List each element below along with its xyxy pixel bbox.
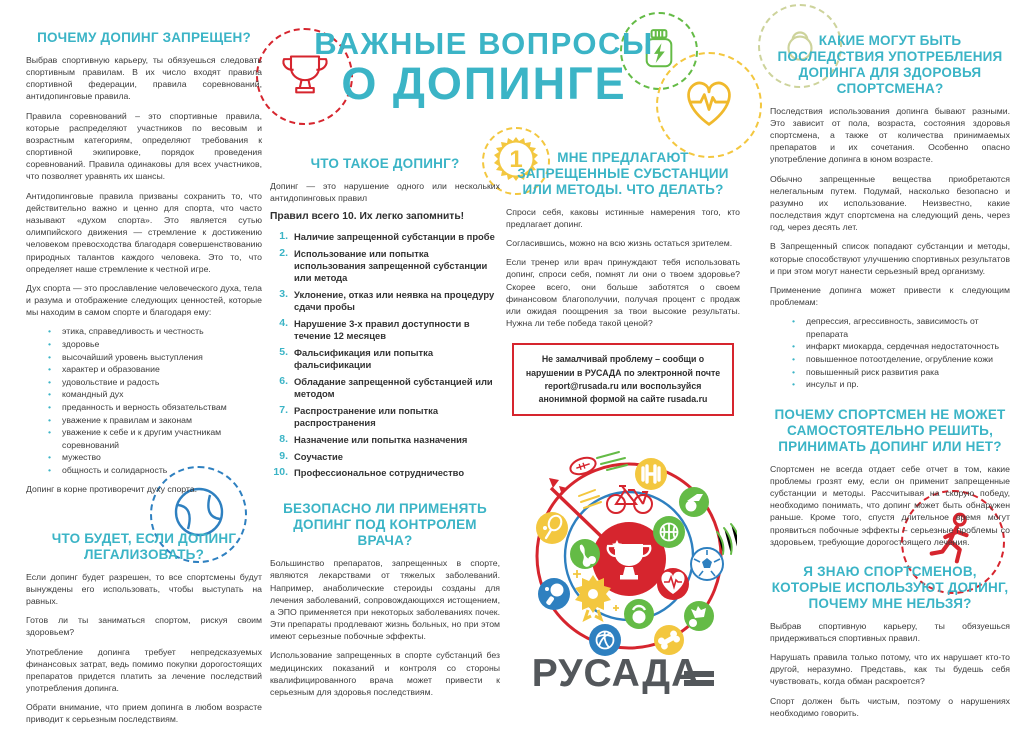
- paragraph: В Запрещенный список попадают субстанции и методы, которые способствуют улучшению спортивных результатов и при этом могут нанести серьезный вред организму.: [770, 241, 1010, 276]
- rule-number: 4.: [279, 317, 288, 330]
- rule-text: Соучастие: [294, 450, 344, 462]
- section-heading-consequences: КАКИЕ МОГУТ БЫТЬ ПОСЛЕДСТВИЯ УПОТРЕБЛЕНИЯ ДОПИНГА ДЛЯ ЗДОРОВЬЯ СПОРТСМЕНА?: [777, 33, 1003, 96]
- rule-number: 1.: [279, 230, 288, 243]
- paragraph: Использование запрещенных в спорте субстанций без медицинских показаний и контроля со стороны квалифицированного врача может привести к серьезным для здоровья последствиям.: [270, 650, 500, 697]
- conclusion-text: Допинг в корне противоречит духу спорта.: [26, 483, 198, 494]
- list-item: • высочайший уровень выступления: [48, 351, 262, 364]
- rule-item: [270, 433, 500, 446]
- rule-text: Назначение или попытка назначения: [294, 433, 468, 445]
- rule-text: Нарушение 3-х правил доступности в течение 12 месяцев: [294, 318, 470, 342]
- panel-why-banned: [26, 30, 262, 733]
- heart-pulse-small-icon: [657, 568, 689, 600]
- whistle-icon: [679, 487, 709, 517]
- paragraph: Антидопинговые правила призваны сохранить то, что действительно важно и ценно для спорта, что часто называют «духом спорта». Это является сутью олимпийского движения — стремление к достижению человеком превосходства благодаря совершенствованию природных талантов каждого человека. Это то, что определяет наше стремление к честной игре.: [26, 190, 262, 274]
- doping-rules-list: [270, 230, 500, 479]
- list-item: • командный дух: [48, 388, 262, 401]
- list-item: • повышенное потоотделение, огрубление кожи: [792, 353, 1010, 366]
- rule-text: Обладание запрещенной субстанцией или методом: [294, 375, 493, 400]
- rule-item: [270, 230, 500, 243]
- rule-number: 8.: [279, 432, 288, 445]
- bone-dumbbell-icon: [654, 625, 684, 655]
- panel-offered-doping: [506, 150, 740, 416]
- rule-number: 6.: [279, 374, 288, 387]
- paragraph: Допинг — это нарушение одного или нескольких антидопинговых правил: [270, 180, 500, 204]
- bicycle-icon: [607, 486, 652, 513]
- rule-text: Фальсификация или попытка фальсификации: [294, 347, 434, 371]
- rusada-logo: [506, 652, 740, 696]
- paragraph: Нарушать правила только потому, что их нарушает кто-то другой, неразумно. Представь, как ты будешь себя чувствовать, когда обман раскроется?: [770, 652, 1010, 687]
- list-item: • мужество: [48, 451, 262, 464]
- paragraph: Употребление допинга требует непредсказуемых финансовых затрат, ведь помимо покупки дорогостоящих препаратов придется платить за лечение последствий употребления допинга.: [26, 646, 262, 694]
- rule-item: [270, 288, 500, 313]
- dumbbell-icon: [635, 458, 667, 490]
- rule-item: [270, 346, 500, 371]
- rule-number: 10.: [273, 466, 288, 479]
- rule-number: 2.: [279, 246, 288, 259]
- paragraph: Спроси себя, каковы истинные намерения того, кто предлагает допинг.: [506, 206, 740, 229]
- section-heading-others-use: Я ЗНАЮ СПОРТСМЕНОВ, КОТОРЫЕ ИСПОЛЬЗУЮТ ДОПИНГ, ПОЧЕМУ МНЕ НЕЛЬЗЯ?: [771, 563, 1009, 611]
- rule-number: 3.: [279, 288, 288, 301]
- paragraph: Спорт должен быть чистым, поэтому о нарушениях необходимо говорить.: [770, 695, 1010, 718]
- poster-title-line2: О ДОПИНГЕ: [341, 58, 627, 109]
- rugby-ball-icon: [568, 455, 597, 477]
- section-heading-legalize: ЧТО БУДЕТ, ЕСЛИ ДОПИНГ ЛЕГАЛИЗОВАТЬ?: [51, 530, 237, 562]
- list-item: • инсульт и пр.: [792, 378, 1010, 391]
- rusada-logo-text: РУСАДА: [531, 652, 701, 695]
- list-item: • повышенный риск развития рака: [792, 366, 1010, 379]
- rules-subheading: Правил всего 10. Их легко запомнить!: [270, 211, 465, 223]
- poster-title-line1: ВАЖНЫЕ ВОПРОСЫ: [314, 26, 654, 61]
- rule-text: Уклонение, отказ или неявка на процедуру сдачи пробы: [294, 289, 495, 313]
- tennis-racket-icon: [536, 512, 568, 544]
- paragraph: Обрати внимание, что прием допинга в любом возрасте приводит к серьезным последствиям.: [26, 702, 262, 725]
- rule-text: Наличие запрещенной субстанции в пробе: [294, 231, 495, 243]
- paragraph: Большинство препаратов, запрещенных в спорте, являются лекарствами от тяжелых заболеваний. Например, анаболические стероиды созданы для лечения заболеваний, сопровождающихся истощением, а ЭПО применяется при некоторых заболеваниях почек. Эти препараты продлевают жизнь больных, но при этом имеют серьезные побочные эффекты.: [270, 558, 500, 642]
- section-heading-offered: МНЕ ПРЕДЛАГАЮТ ЗАПРЕЩЕННЫЕ СУБСТАНЦИИ ИЛИ МЕТОДЫ. ЧТО ДЕЛАТЬ?: [517, 150, 729, 197]
- paragraph: Выбрав спортивную карьеру, ты обязуешься придерживаться спортивных правил.: [770, 620, 1010, 643]
- table-tennis-icon: [538, 578, 570, 610]
- section-heading-why-banned: ПОЧЕМУ ДОПИНГ ЗАПРЕЩЕН?: [37, 30, 251, 45]
- section-heading-what-is-doping: ЧТО ТАКОЕ ДОПИНГ?: [310, 156, 460, 171]
- section-heading-cannot-decide: ПОЧЕМУ СПОРТСМЕН НЕ МОЖЕТ САМОСТОЯТЕЛЬНО РЕШИТЬ, ПРИНИМАТЬ ДОПИНГ ИЛИ НЕТ?: [774, 406, 1006, 454]
- paragraph: Последствия использования допинга бывают разными. Это зависит от пола, возраста, состояния здоровья спортсмена, а также от количества принимаемых препаратов и их сочетания. Особенно опасно употребление допинга в юном возрасте.: [770, 105, 1010, 165]
- list-item: • депрессия, агрессивность, зависимость от препарата: [792, 315, 1010, 340]
- paragraph: Согласившись, можно на всю жизнь остаться зрителем.: [506, 238, 733, 249]
- paragraph: Выбрав спортивную карьеру, ты обязуешься следовать спортивным правилам. В их число входят правила спортивной федерации, правила соревнований, антидопинговые правила.: [26, 54, 262, 102]
- rule-number: 5.: [279, 346, 288, 359]
- panel-what-is-doping: [270, 156, 500, 705]
- rule-item: [270, 375, 500, 400]
- shuttlecock-icon: [684, 601, 714, 631]
- health-problems-list: [770, 315, 1010, 391]
- paragraph: Применение допинга может привести к следующим проблемам:: [770, 284, 1010, 308]
- basketball-icon: [653, 516, 685, 548]
- sport-values-list: [26, 325, 262, 476]
- list-item: • здоровье: [48, 338, 262, 351]
- kettlebell-small-icon: [624, 599, 654, 629]
- list-item: • уважение к правилам и законам: [48, 414, 262, 427]
- rule-item: [270, 404, 500, 429]
- paragraph: Если допинг будет разрешен, то все спортсмены будут вынуждены его использовать, чтобы выступать на равных.: [26, 571, 262, 607]
- paragraph: Если тренер или врач принуждают тебя использовать допинг, спроси себя, помнят ли они о твоем здоровье? Скорее всего, они больше заботятся о своем финансовом благополучии, получая процент с продаж или ожидая поощрения за твои высокие результаты. Нужна ли тебе победа такой ценой?: [506, 257, 740, 329]
- paragraph: Готов ли ты заниматься спортом, рискуя своим здоровьем?: [26, 615, 262, 638]
- rule-item: [270, 247, 500, 285]
- paragraph: Правила соревнований – это спортивные правила, которые распределяют участников по весовым и возрастным категориям, определяют требования к спортивной экипировке, порядок проведения соревнований. Правила одинаковы для всех участников, что позволяет уравнять их шансы.: [26, 110, 262, 182]
- report-violation-box: Не замалчивай проблему – сообщи о нарушении в РУСАДА по электронной почте report@rusada.ru или воспользуйся анонимной формой на сайте rusada.ru: [512, 343, 734, 416]
- paragraph: Обычно запрещенные вещества приобретаются нелегальным путем. Подумай, насколько безопасно и разумно их использование. Неизвестно, какие последствия ждут спортсмена на следующий день, через год, через десять лет.: [770, 173, 1010, 233]
- rusada-logo-bars-icon: [684, 671, 714, 686]
- rule-item: [270, 450, 500, 463]
- rule-number: 9.: [279, 449, 288, 462]
- poster-title: [298, 26, 670, 109]
- list-item: • характер и образование: [48, 363, 262, 376]
- rule-text: Использование или попытка использования запрещенной субстанции или метода: [294, 247, 488, 284]
- heart-pulse-icon: [679, 76, 739, 135]
- section-heading-doctor-control: БЕЗОПАСНО ЛИ ПРИМЕНЯТЬ ДОПИНГ ПОД КОНТРОЛЕМ ВРАЧА?: [283, 501, 487, 549]
- rule-item: [270, 317, 500, 342]
- sports-wheel-graphic: [521, 444, 737, 658]
- rule-text: Профессиональное сотрудничество: [294, 467, 465, 479]
- badge-number-text: 1: [509, 145, 523, 173]
- heart-pulse-circle: [656, 52, 762, 158]
- panel-consequences: [770, 33, 1010, 726]
- paragraph: Дух спорта — это прославление человеческого духа, тела и разума и отображение следующих ценностей, которые мы находим в самом спорте и благодаря ему:: [26, 282, 262, 318]
- rule-item: [270, 466, 500, 479]
- soccer-ball-icon: [691, 548, 723, 580]
- list-item: • удовольствие и радость: [48, 376, 262, 389]
- list-item: • этика, справедливость и честность: [48, 325, 262, 338]
- list-item: • уважение к себе и к другим участникам соревнований: [48, 426, 262, 451]
- list-item: • преданность и верность обязательствам: [48, 401, 262, 414]
- list-item: • общность и солидарность: [48, 464, 262, 477]
- list-item: • инфаркт миокарда, сердечная недостаточность: [792, 340, 1010, 353]
- paragraph: Спортсмен не всегда отдает себе отчет в том, какие проблемы грозят ему, если он применит запрещенные субстанции и методы. Рассчитывая на скорую победу, необходимо понимать, что допинг может быть обнаружен раньше. Кроме того, спустя длительное время могут проявиться побочные эффекты – серьезные проблемы со здоровьем, требующие дорогостоящего лечения.: [770, 463, 1010, 547]
- bowling-icon: [570, 539, 600, 569]
- rule-number: 7.: [279, 403, 288, 416]
- rule-text: Распространение или попытка распространения: [294, 404, 439, 429]
